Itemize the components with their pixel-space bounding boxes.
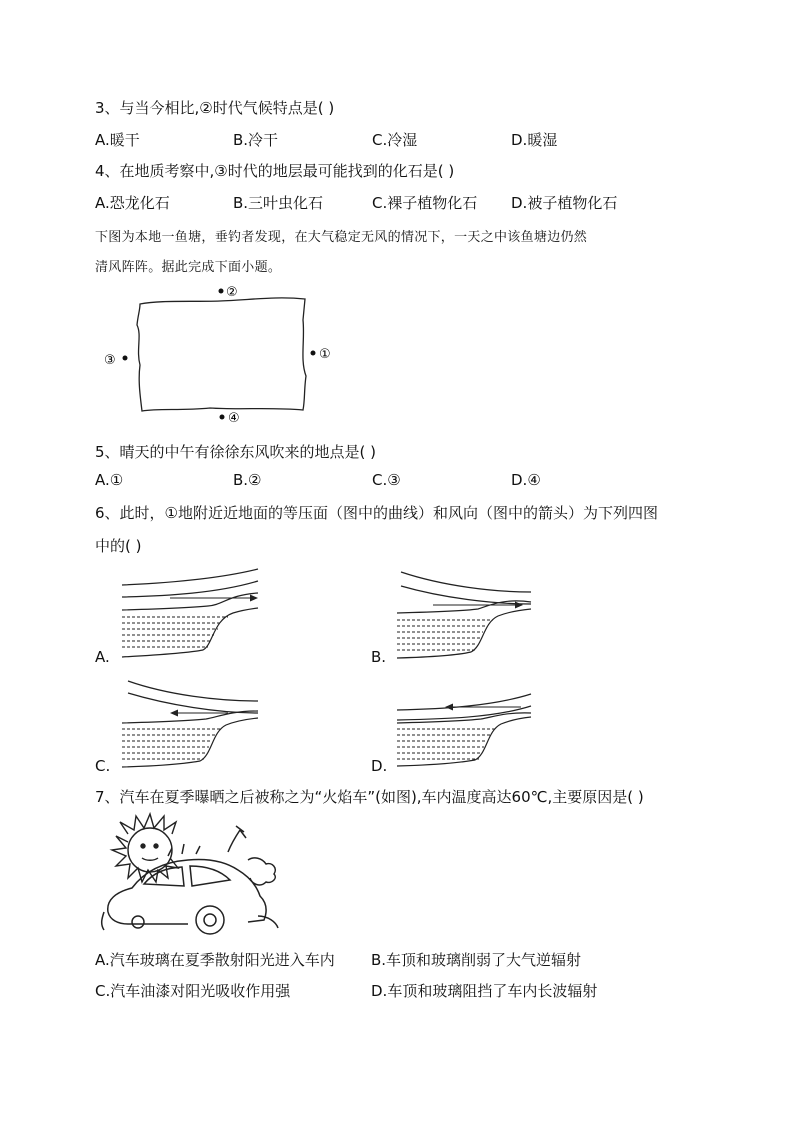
q4-stem: 4、在地质考察中,③时代的地层最可能找到的化石是( ) xyxy=(95,162,455,180)
marker-4-label: ④ xyxy=(228,411,240,426)
marker-1-dot xyxy=(311,351,316,356)
q3-stem: 3、与当今相比,②时代气候特点是( ) xyxy=(95,99,335,117)
sun-icon xyxy=(112,814,178,882)
q3-option-a: A.暖干 xyxy=(95,131,140,149)
q3-option-c: C.冷湿 xyxy=(372,131,418,149)
marker-2-dot xyxy=(219,289,224,294)
marker-2-label: ② xyxy=(226,285,238,300)
pond-outline xyxy=(137,298,306,411)
q6-option-d-label: D. xyxy=(371,757,388,775)
q6-stem-line-2: 中的( ) xyxy=(95,537,142,555)
fire-car-cartoon xyxy=(98,812,288,937)
marker-3-label: ③ xyxy=(104,353,116,368)
q3-option-d: D.暖湿 xyxy=(511,131,558,149)
q7-option-c: C.汽车油漆对阳光吸收作用强 xyxy=(95,982,291,1000)
marker-3-dot xyxy=(123,356,128,361)
q6-option-b-label: B. xyxy=(371,648,387,666)
q5-option-a: A.① xyxy=(95,471,124,489)
diagram-d xyxy=(393,676,538,771)
marker-4-dot xyxy=(220,415,225,420)
q5-option-d: D.④ xyxy=(511,471,541,489)
q7-stem: 7、汽车在夏季曝晒之后被称之为“火焰车”(如图),车内温度高达60℃,主要原因是( ) xyxy=(95,788,644,806)
q4-option-d: D.被子植物化石 xyxy=(511,194,618,212)
intro-line-1: 下图为本地一鱼塘，垂钓者发现，在大气稳定无风的情况下，一天之中该鱼塘边仍然 xyxy=(95,230,588,245)
q4-option-b: B.三叶虫化石 xyxy=(233,194,324,212)
diagram-b xyxy=(393,568,538,663)
diagram-a xyxy=(118,565,268,660)
q5-option-c: C.③ xyxy=(372,471,401,489)
q7-option-a: A.汽车玻璃在夏季散射阳光进入车内 xyxy=(95,951,335,969)
q5-option-b: B.② xyxy=(233,471,262,489)
q3-option-b: B.冷干 xyxy=(233,131,279,149)
intro-line-2: 清风阵阵。据此完成下面小题。 xyxy=(95,260,282,275)
q7-option-b: B.车顶和玻璃削弱了大气逆辐射 xyxy=(371,951,582,969)
q7-option-d: D.车顶和玻璃阻挡了车内长波辐射 xyxy=(371,982,598,1000)
q4-option-c: C.裸子植物化石 xyxy=(372,194,478,212)
q4-option-a: A.恐龙化石 xyxy=(95,194,170,212)
q6-option-c-label: C. xyxy=(95,757,111,775)
marker-1-label: ① xyxy=(319,347,331,362)
q5-stem: 5、晴天的中午有徐徐东风吹来的地点是( ) xyxy=(95,443,377,461)
q6-stem-line-1: 6、此时，①地附近近地面的等压面（图中的曲线）和风向（图中的箭头）为下列四图 xyxy=(95,504,658,522)
pond-figure xyxy=(100,280,340,430)
car-icon xyxy=(102,826,278,934)
q6-option-a-label: A. xyxy=(95,648,110,666)
diagram-c xyxy=(118,677,268,772)
